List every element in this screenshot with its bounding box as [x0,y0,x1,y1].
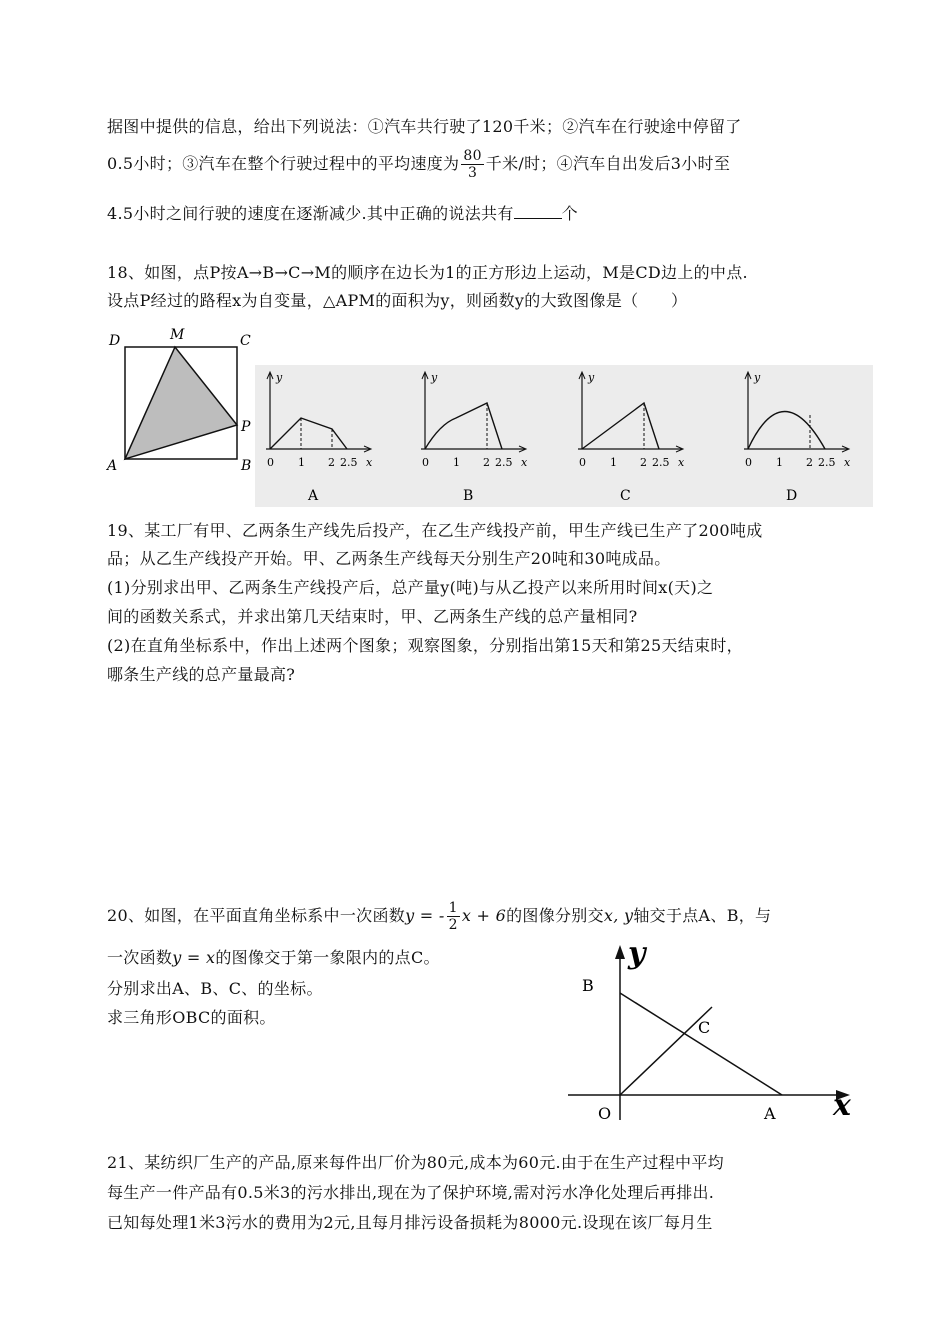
q19-line-1: 19、某工厂有甲、乙两条生产线先后投产，在乙生产线投产前，甲生产线已生产了200吨成 [107,521,763,540]
graph-d-x-label: x [844,456,851,469]
label-c: C [698,1018,711,1037]
graph-d-option-label: D [786,488,798,504]
q20-line-1 [107,900,771,933]
fraction-denominator: 2 [448,917,458,933]
q20-figure [560,935,890,1130]
equation-left: y = - [405,906,445,925]
label-d: D [109,333,121,349]
label-c: C [240,333,251,349]
q20-line-4: 求三角形OBC的面积。 [107,1008,276,1027]
q20-line-1-a: 20、如图，在平面直角坐标系中一次函数 [107,906,406,925]
fraction-80-over-3 [461,148,483,181]
q20-line-2 [107,945,440,968]
q17-line-2-a: 0.5小时；③汽车在整个行驶过程中的平均速度为 [107,154,460,173]
graph-c-tick-3: 2.5 [652,456,670,469]
graph-c-x-label: x [678,456,685,469]
graph-c-tick-1: 1 [610,456,617,469]
fraction-one-half [447,900,460,933]
graph-a-option-label: A [308,488,319,504]
label-x: x [833,1088,851,1123]
graph-a-tick-2: 2 [328,456,335,469]
q20-line-3: 分别求出A、B、C、的坐标。 [107,979,323,998]
q20-line-2-b: 的图像交于第一象限内的点C。 [215,948,440,967]
graph-d-tick-1: 1 [776,456,783,469]
label-b: B [582,976,594,995]
equation-y-equals-x: y = x [172,948,216,967]
label-a: A [107,458,118,474]
graph-b-x-label: x [521,456,528,469]
q17-line-3-text: 4.5小时之间行驶的速度在逐渐减少.其中正确的说法共有 [107,204,514,223]
graph-c-tick-0: 0 [579,456,586,469]
graph-d-y-label: y [754,371,761,384]
graph-d-tick-2: 2 [806,456,813,469]
q17-line-3 [107,201,578,224]
graph-a-tick-0: 0 [267,456,274,469]
label-y: y [628,936,646,971]
graph-c-y-label: y [588,371,595,384]
label-o: O [598,1104,612,1123]
q21-line-2: 每生产一件产品有0.5米3的污水排出,现在为了保护环境,需对污水净化处理后再排出. [107,1183,715,1202]
label-m: M [170,327,185,343]
graph-panel-background [255,365,873,507]
q19-line-6: 哪条生产线的总产量最高? [107,665,296,684]
q17-line-1: 据图中提供的信息，给出下列说法：①汽车共行驶了120千米；②汽车在行驶途中停留了 [107,117,742,136]
fraction-numerator: 80 [463,148,482,164]
graph-b-tick-3: 2.5 [495,456,513,469]
graph-a-tick-3: 2.5 [340,456,358,469]
graph-b-tick-2: 2 [483,456,490,469]
graph-a-y-label: y [276,371,283,384]
graph-a-x-label: x [366,456,373,469]
graph-b-tick-1: 1 [453,456,460,469]
q20-line-2-a: 一次函数 [107,948,173,967]
graph-b-y-label: y [431,371,438,384]
graph-d-tick-3: 2.5 [818,456,836,469]
graph-b-tick-0: 0 [422,456,429,469]
graph-a-tick-1: 1 [298,456,305,469]
q19-line-4: 间的函数关系式，并求出第几天结束时，甲、乙两条生产线的总产量相同? [107,607,638,626]
axes-xy: x, y [603,906,634,925]
y-axis-arrow [615,945,625,959]
q19-line-2: 品；从乙生产线投产开始。甲、乙两条生产线每天分别生产20吨和30吨成品。 [107,549,671,568]
label-a: A [764,1104,776,1123]
square-figure [105,327,251,474]
triangle-apm [125,347,237,459]
q17-line-2-b: 千米/时；④汽车自出发后3小时至 [485,154,731,173]
q20-line-1-c: 轴交于点A、B，与 [633,906,772,925]
answer-blank [514,204,562,219]
fraction-numerator: 1 [448,900,458,916]
graph-b-option-label: B [463,488,474,504]
graph-c-option-label: C [620,488,631,504]
q19-line-3: (1)分别求出甲、乙两条生产线投产后，总产量y(吨)与从乙投产以来所用时间x(天)之 [107,578,714,597]
q21-line-1: 21、某纺织厂生产的产品,原来每件出厂价为80元,成本为60元.由于在生产过程中平均 [107,1153,724,1172]
graph-d-tick-0: 0 [745,456,752,469]
q19-line-5: (2)在直角坐标系中，作出上述两个图象；观察图象，分别指出第15天和第25天结束时， [107,636,743,655]
fraction-denominator: 3 [467,165,478,181]
q20-line-1-b: 的图像分别交 [506,906,604,925]
label-b: B [241,458,252,474]
graph-c-tick-2: 2 [640,456,647,469]
label-p: P [241,419,251,435]
q18-figure [105,325,875,510]
q17-line-3-end: 个 [561,204,578,223]
equation-right: x + 6 [461,906,507,925]
line-ab [620,993,782,1095]
q18-line-2: 设点P经过的路程x为自变量，△APM的面积为y，则函数y的大致图像是（ ） [107,291,688,310]
q21-line-3: 已知每处理1米3污水的费用为2元,且每月排污设备损耗为8000元.设现在该厂每月生 [107,1213,713,1232]
q17-line-2 [107,148,730,181]
q18-line-1: 18、如图，点P按A→B→C→M的顺序在边长为1的正方形边上运动，M是CD边上的中点. [107,263,748,282]
